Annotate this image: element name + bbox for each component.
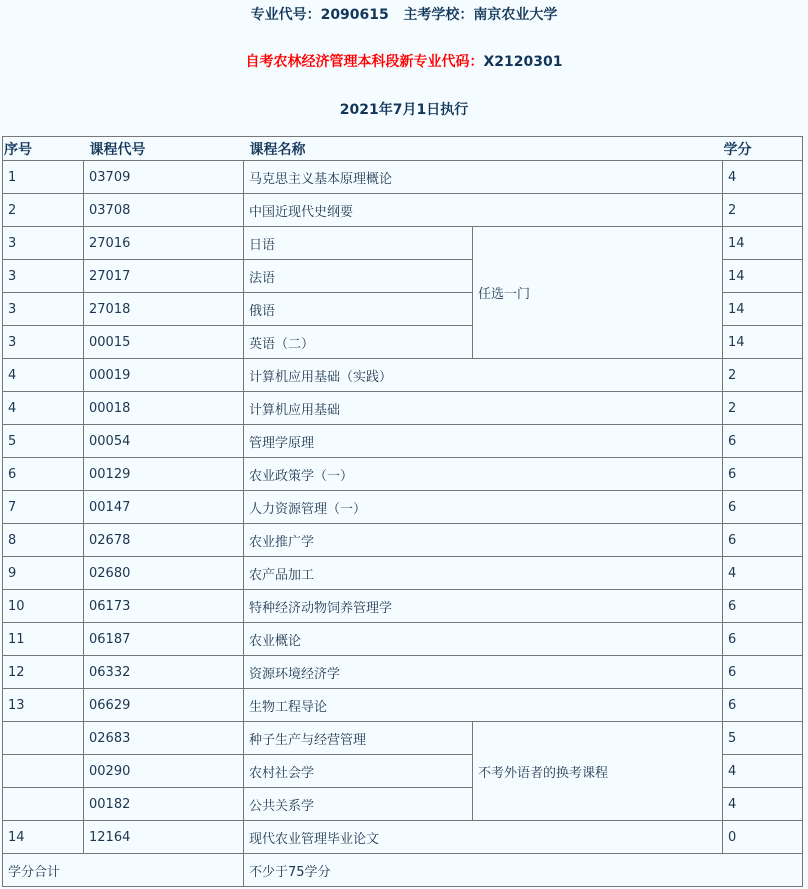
course-code: 02683 xyxy=(84,722,244,755)
course-credit: 14 xyxy=(723,293,803,326)
course-no: 9 xyxy=(3,557,84,590)
course-name: 计算机应用基础 xyxy=(244,392,723,425)
course-name: 资源环境经济学 xyxy=(244,656,723,689)
school-name: 南京农业大学 xyxy=(473,7,558,23)
course-credit: 6 xyxy=(723,689,803,722)
table-row xyxy=(3,227,803,260)
course-code: 00129 xyxy=(84,458,244,491)
table-row xyxy=(3,161,803,194)
course-credit: 4 xyxy=(723,557,803,590)
col-no: 序号 xyxy=(3,137,84,161)
col-code: 课程代号 xyxy=(84,137,244,161)
course-code: 00054 xyxy=(84,425,244,458)
new-major-code-label: 自考农林经济管理本科段新专业代码： xyxy=(245,54,484,70)
course-name: 俄语 xyxy=(244,293,473,326)
course-name: 生物工程导论 xyxy=(244,689,723,722)
course-code: 27017 xyxy=(84,260,244,293)
course-credit: 6 xyxy=(723,656,803,689)
course-code: 00290 xyxy=(84,755,244,788)
course-no: 8 xyxy=(3,524,84,557)
table-row xyxy=(3,722,803,755)
course-credit: 14 xyxy=(723,260,803,293)
new-major-code: X2120301 xyxy=(483,54,563,70)
course-name: 法语 xyxy=(244,260,473,293)
course-no: 5 xyxy=(3,425,84,458)
col-name: 课程名称 xyxy=(244,137,723,161)
course-name: 农业推广学 xyxy=(244,524,723,557)
course-no: 14 xyxy=(3,821,84,854)
course-name: 特种经济动物饲养管理学 xyxy=(244,590,723,623)
group-note: 不考外语者的换考课程 xyxy=(473,722,723,821)
course-name: 英语（二） xyxy=(244,326,473,359)
table-header-row xyxy=(3,137,803,161)
course-name: 计算机应用基础（实践） xyxy=(244,359,723,392)
course-credit: 6 xyxy=(723,524,803,557)
course-table xyxy=(2,136,803,887)
total-label: 学分合计 xyxy=(3,854,244,887)
course-code: 00018 xyxy=(84,392,244,425)
table-row xyxy=(3,623,803,656)
course-credit: 6 xyxy=(723,623,803,656)
course-credit: 14 xyxy=(723,227,803,260)
table-row xyxy=(3,590,803,623)
course-credit: 4 xyxy=(723,755,803,788)
course-name: 日语 xyxy=(244,227,473,260)
course-name: 管理学原理 xyxy=(244,425,723,458)
table-row xyxy=(3,359,803,392)
course-no: 3 xyxy=(3,326,84,359)
table-row xyxy=(3,491,803,524)
course-no: 7 xyxy=(3,491,84,524)
total-row xyxy=(3,854,803,887)
course-no: 1 xyxy=(3,161,84,194)
course-code: 06332 xyxy=(84,656,244,689)
group-note: 任选一门 xyxy=(473,227,723,359)
course-code: 02678 xyxy=(84,524,244,557)
major-code: 2090615 xyxy=(320,7,389,23)
course-no: 3 xyxy=(3,260,84,293)
course-no: 2 xyxy=(3,194,84,227)
table-row xyxy=(3,821,803,854)
course-code: 00019 xyxy=(84,359,244,392)
course-name: 种子生产与经营管理 xyxy=(244,722,473,755)
table-row xyxy=(3,458,803,491)
course-name: 农产品加工 xyxy=(244,557,723,590)
course-name: 中国近现代史纲要 xyxy=(244,194,723,227)
course-no: 6 xyxy=(3,458,84,491)
course-credit: 2 xyxy=(723,359,803,392)
course-credit: 4 xyxy=(723,788,803,821)
course-code: 27018 xyxy=(84,293,244,326)
course-name: 现代农业管理毕业论文 xyxy=(244,821,723,854)
table-row xyxy=(3,689,803,722)
course-no: 3 xyxy=(3,227,84,260)
course-name: 公共关系学 xyxy=(244,788,473,821)
course-no: 4 xyxy=(3,359,84,392)
course-name: 马克思主义基本原理概论 xyxy=(244,161,723,194)
course-code: 06173 xyxy=(84,590,244,623)
new-major-code-line xyxy=(0,51,808,71)
course-no xyxy=(3,788,84,821)
course-code: 00182 xyxy=(84,788,244,821)
table-row xyxy=(3,425,803,458)
course-credit: 6 xyxy=(723,491,803,524)
course-credit: 14 xyxy=(723,326,803,359)
course-code: 06187 xyxy=(84,623,244,656)
school-label: 主考学校： xyxy=(403,7,474,23)
course-name: 农村社会学 xyxy=(244,755,473,788)
major-code-line xyxy=(0,4,808,24)
total-value: 不少于75学分 xyxy=(244,854,803,887)
course-code: 02680 xyxy=(84,557,244,590)
course-credit: 0 xyxy=(723,821,803,854)
course-no xyxy=(3,755,84,788)
course-no: 12 xyxy=(3,656,84,689)
course-name: 农业概论 xyxy=(244,623,723,656)
course-credit: 4 xyxy=(723,161,803,194)
course-credit: 6 xyxy=(723,425,803,458)
course-code: 06629 xyxy=(84,689,244,722)
course-code: 12164 xyxy=(84,821,244,854)
course-credit: 6 xyxy=(723,590,803,623)
course-name: 农业政策学（一） xyxy=(244,458,723,491)
course-no xyxy=(3,722,84,755)
table-row xyxy=(3,656,803,689)
course-no: 13 xyxy=(3,689,84,722)
course-code: 03709 xyxy=(84,161,244,194)
course-code: 03708 xyxy=(84,194,244,227)
course-name: 人力资源管理（一） xyxy=(244,491,723,524)
course-code: 00015 xyxy=(84,326,244,359)
course-code: 00147 xyxy=(84,491,244,524)
course-credit: 6 xyxy=(723,458,803,491)
effective-date: 2021年7月1日执行 xyxy=(339,102,469,118)
table-row xyxy=(3,557,803,590)
course-no: 11 xyxy=(3,623,84,656)
major-code-label: 专业代号： xyxy=(250,7,321,23)
table-row xyxy=(3,194,803,227)
table-row xyxy=(3,524,803,557)
col-credit: 学分 xyxy=(723,137,803,161)
course-credit: 5 xyxy=(723,722,803,755)
course-no: 3 xyxy=(3,293,84,326)
course-no: 10 xyxy=(3,590,84,623)
course-no: 4 xyxy=(3,392,84,425)
course-credit: 2 xyxy=(723,392,803,425)
course-code: 27016 xyxy=(84,227,244,260)
course-credit: 2 xyxy=(723,194,803,227)
table-row xyxy=(3,392,803,425)
